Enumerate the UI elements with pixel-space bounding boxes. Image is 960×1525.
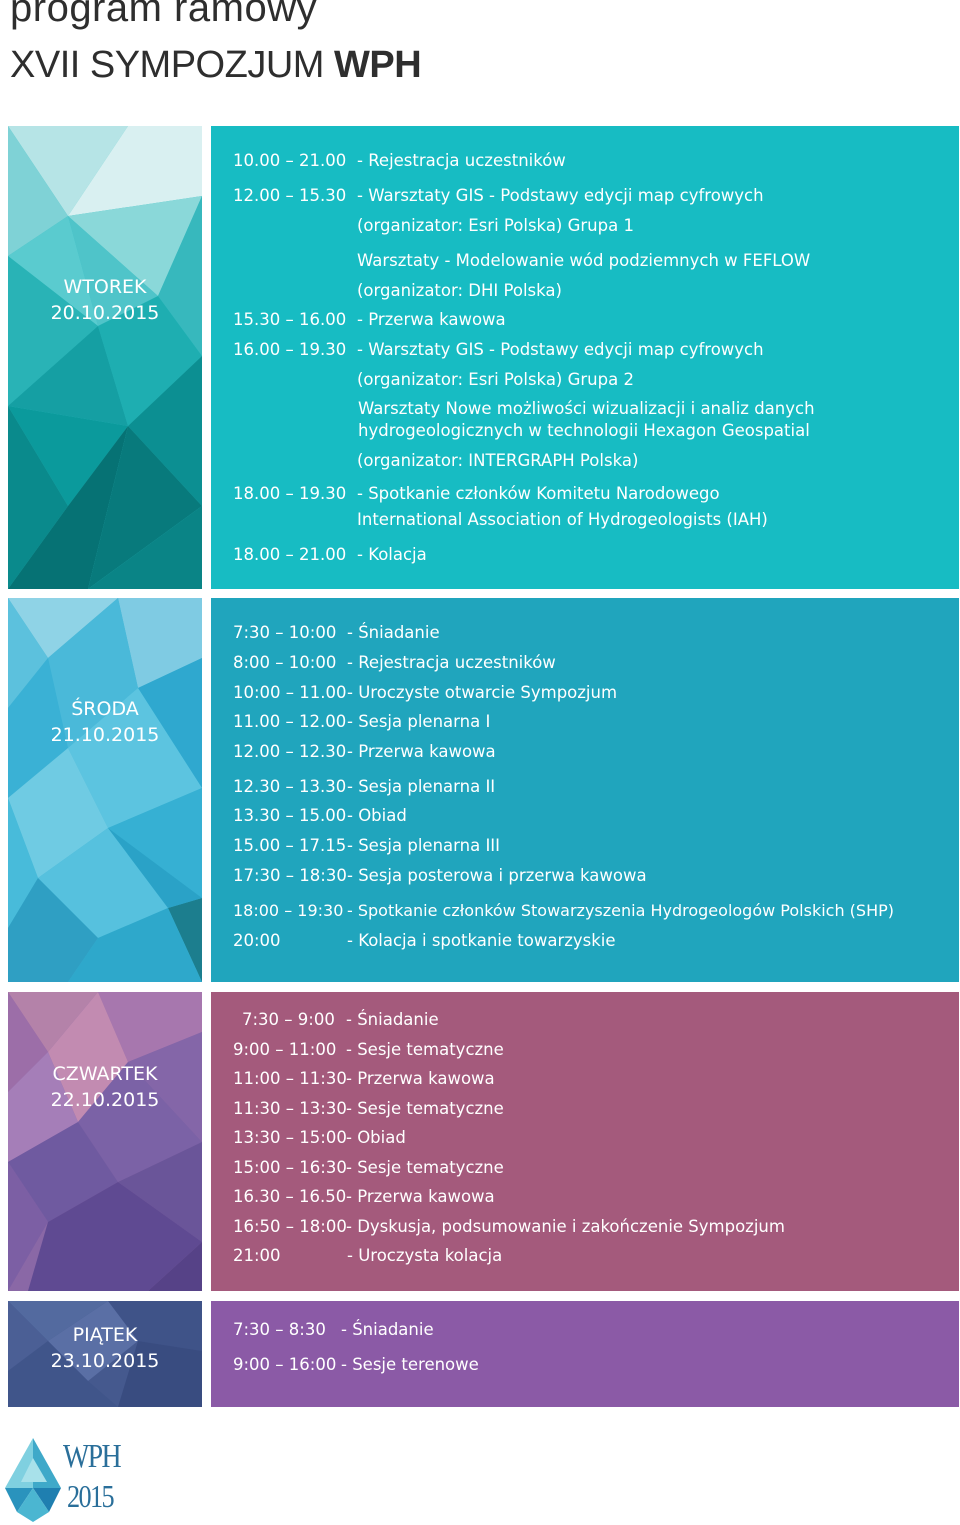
row-time: 12.00 – 15.30 bbox=[233, 186, 347, 205]
schedule-row bbox=[357, 451, 638, 470]
day-date-tuesday: 20.10.2015 bbox=[50, 302, 160, 324]
row-text: (organizator: Esri Polska) Grupa 2 bbox=[357, 370, 634, 389]
day-label-friday bbox=[8, 1322, 202, 1374]
schedule-row bbox=[233, 545, 427, 564]
row-text: - Śniadanie bbox=[346, 1010, 439, 1029]
schedule-panel-wednesday bbox=[211, 598, 959, 982]
row-text: hydrogeologicznych w technologii Hexagon Geospatial bbox=[358, 421, 810, 440]
schedule-row bbox=[233, 901, 894, 920]
row-text: - Przerwa kawowa bbox=[346, 1069, 495, 1088]
row-time: 15.30 – 16.00 bbox=[233, 310, 347, 329]
schedule-row bbox=[233, 623, 440, 642]
row-text: Warsztaty - Modelowanie wód podziemnych w FEFLOW bbox=[357, 251, 811, 270]
day-name-friday: PIĄTEK bbox=[72, 1324, 138, 1346]
row-time: 18.00 – 21.00 bbox=[233, 545, 347, 564]
row-time: 10:00 – 11.00 bbox=[233, 683, 347, 702]
row-time: 17:30 – 18:30 bbox=[233, 866, 347, 885]
schedule-row bbox=[233, 1187, 495, 1206]
day-tile-wednesday bbox=[8, 598, 202, 982]
day-tile-thursday bbox=[8, 992, 202, 1291]
row-text: - Sesja plenarna II bbox=[347, 777, 496, 796]
row-time: 15.00 – 17.15 bbox=[233, 836, 347, 855]
schedule-row bbox=[233, 836, 500, 855]
schedule-row bbox=[233, 151, 566, 170]
row-text: - Rejestracja uczestników bbox=[347, 653, 556, 672]
day-date-wednesday: 21.10.2015 bbox=[50, 724, 160, 746]
row-time: 16.30 – 16.50 bbox=[233, 1187, 347, 1206]
schedule-row bbox=[233, 712, 490, 731]
day-label-tuesday bbox=[8, 274, 202, 326]
day-date-friday: 23.10.2015 bbox=[50, 1350, 160, 1372]
row-text: - Sesja posterowa i przerwa kawowa bbox=[347, 866, 647, 885]
day-label-wednesday bbox=[8, 696, 202, 748]
symposium-title bbox=[10, 44, 421, 87]
schedule-row bbox=[233, 1158, 504, 1177]
row-time: 11.00 – 12.00 bbox=[233, 712, 347, 731]
row-text: - Kolacja i spotkanie towarzyskie bbox=[347, 931, 616, 950]
logo-text-year: 2015 bbox=[67, 1478, 113, 1514]
logo-text-wph: WPH bbox=[63, 1438, 121, 1475]
row-text: - Uroczysta kolacja bbox=[347, 1246, 503, 1265]
schedule-row bbox=[233, 653, 556, 672]
row-text: International Association of Hydrogeologists (IAH) bbox=[357, 510, 768, 529]
row-text: - Warsztaty GIS - Podstawy edycji map cyfrowych bbox=[357, 340, 764, 359]
thursday-polygon-pattern bbox=[8, 992, 202, 1291]
row-time: 13:30 – 15:00 bbox=[233, 1128, 347, 1147]
row-time: 20:00 bbox=[233, 931, 281, 950]
schedule-row bbox=[233, 742, 496, 761]
row-time: 9:00 – 11:00 bbox=[233, 1040, 337, 1059]
schedule-panel-tuesday bbox=[211, 126, 959, 589]
schedule-row bbox=[357, 370, 634, 389]
schedule-row bbox=[233, 340, 764, 359]
schedule-row bbox=[233, 1069, 495, 1088]
row-text: - Dyskusja, podsumowanie i zakończenie Sympozjum bbox=[346, 1217, 785, 1236]
row-text: (organizator: INTERGRAPH Polska) bbox=[357, 451, 639, 470]
row-time: 11:00 – 11:30 bbox=[233, 1069, 347, 1088]
day-name-wednesday: ŚRODA bbox=[71, 698, 139, 720]
tuesday-polygon-pattern bbox=[8, 126, 202, 589]
row-text: - Śniadanie bbox=[347, 623, 440, 642]
day-name-tuesday: WTOREK bbox=[63, 276, 147, 298]
row-text: - Sesja plenarna III bbox=[347, 836, 501, 855]
day-label-thursday bbox=[8, 1061, 202, 1113]
row-time: 7:30 – 9:00 bbox=[242, 1010, 335, 1029]
schedule-row bbox=[358, 421, 810, 440]
schedule-row bbox=[233, 1040, 504, 1059]
schedule-panel-friday bbox=[211, 1301, 959, 1407]
schedule-row bbox=[233, 1217, 785, 1236]
row-text: - Sesje tematyczne bbox=[346, 1158, 504, 1177]
schedule-panel-thursday bbox=[211, 992, 959, 1291]
row-time: 12.30 – 13.30 bbox=[233, 777, 347, 796]
row-text: - Sesja plenarna I bbox=[347, 712, 491, 731]
day-tile-tuesday bbox=[8, 126, 202, 589]
row-text: - Przerwa kawowa bbox=[357, 310, 506, 329]
schedule-row bbox=[233, 1128, 406, 1147]
schedule-row bbox=[233, 186, 764, 205]
wph-logo bbox=[3, 1438, 123, 1522]
row-time: 12.00 – 12.30 bbox=[233, 742, 347, 761]
row-text: - Przerwa kawowa bbox=[347, 742, 496, 761]
row-text: - Spotkanie członków Komitetu Narodowego bbox=[357, 484, 720, 503]
schedule-row bbox=[233, 866, 647, 885]
schedule-row bbox=[233, 1099, 504, 1118]
row-text: - Kolacja bbox=[357, 545, 427, 564]
row-time: 10.00 – 21.00 bbox=[233, 151, 347, 170]
row-time: 8:00 – 10:00 bbox=[233, 653, 337, 672]
row-time: 18:00 – 19:30 bbox=[233, 901, 344, 920]
row-text: - Śniadanie bbox=[341, 1320, 434, 1339]
program-title: program ramowy bbox=[10, 0, 318, 30]
row-text: - Rejestracja uczestników bbox=[357, 151, 566, 170]
row-text: (organizator: DHI Polska) bbox=[357, 281, 562, 300]
schedule-row bbox=[357, 251, 810, 270]
row-text: - Spotkanie członków Stowarzyszenia Hydrogeologów Polskich (SHP) bbox=[347, 901, 894, 920]
schedule-row bbox=[233, 1355, 479, 1374]
row-text: - Obiad bbox=[347, 806, 407, 825]
row-time: 13.30 – 15.00 bbox=[233, 806, 347, 825]
schedule-row bbox=[357, 281, 562, 300]
row-time: 15:00 – 16:30 bbox=[233, 1158, 347, 1177]
row-text: Warsztaty Nowe możliwości wizualizacji i analiz danych bbox=[358, 399, 815, 418]
row-time: 11:30 – 13:30 bbox=[233, 1099, 347, 1118]
row-text: - Obiad bbox=[346, 1128, 406, 1147]
schedule-row bbox=[233, 931, 616, 950]
schedule-row bbox=[233, 484, 720, 503]
schedule-row bbox=[357, 510, 768, 529]
schedule-row bbox=[357, 216, 634, 235]
row-text: - Sesje tematyczne bbox=[346, 1040, 504, 1059]
row-time: 18.00 – 19.30 bbox=[233, 484, 347, 503]
row-text: - Uroczyste otwarcie Sympozjum bbox=[347, 683, 618, 702]
schedule-row bbox=[233, 777, 495, 796]
row-text: - Przerwa kawowa bbox=[346, 1187, 495, 1206]
row-time: 21:00 bbox=[233, 1246, 281, 1265]
day-tile-friday bbox=[8, 1301, 202, 1407]
row-time: 16.00 – 19.30 bbox=[233, 340, 347, 359]
schedule-row bbox=[358, 399, 815, 418]
schedule-row bbox=[233, 1246, 502, 1265]
water-drop-icon bbox=[3, 1438, 63, 1522]
row-text: - Sesje terenowe bbox=[341, 1355, 479, 1374]
symposium-title-prefix: XVII SYMPOZJUM bbox=[10, 44, 334, 86]
day-date-thursday: 22.10.2015 bbox=[50, 1089, 160, 1111]
row-text: - Warsztaty GIS - Podstawy edycji map cyfrowych bbox=[357, 186, 764, 205]
row-text: - Sesje tematyczne bbox=[346, 1099, 504, 1118]
row-time: 7:30 – 8:30 bbox=[233, 1320, 326, 1339]
schedule-row bbox=[233, 683, 617, 702]
schedule-row bbox=[233, 806, 407, 825]
row-time: 9:00 – 16:00 bbox=[233, 1355, 337, 1374]
row-time: 7:30 – 10:00 bbox=[233, 623, 337, 642]
day-name-thursday: CZWARTEK bbox=[52, 1063, 158, 1085]
row-time: 16:50 – 18:00 bbox=[233, 1217, 347, 1236]
schedule-row bbox=[233, 310, 506, 329]
symposium-title-bold: WPH bbox=[333, 44, 422, 86]
wednesday-polygon-pattern bbox=[8, 598, 202, 982]
schedule-row bbox=[242, 1010, 439, 1029]
schedule-row bbox=[233, 1320, 434, 1339]
row-text: (organizator: Esri Polska) Grupa 1 bbox=[357, 216, 634, 235]
